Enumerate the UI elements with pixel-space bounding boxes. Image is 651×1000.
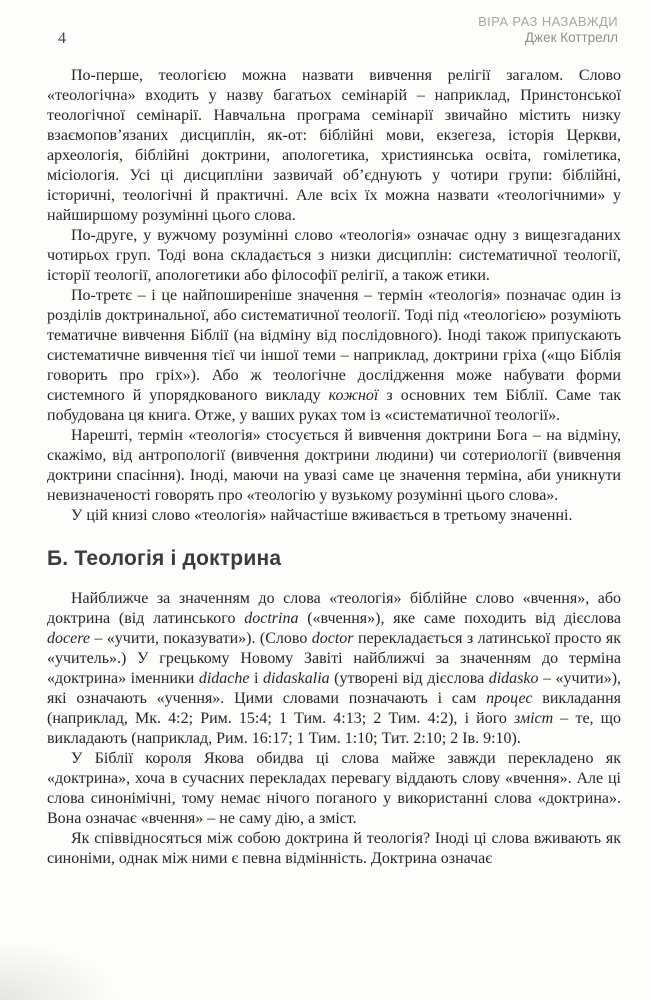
paragraph: Нарешті, термін «теологія» стосується й вивчення доктрини Бога – на відміну, скажімо, від антропології (вивчення доктрини людини) чи сотериології (вивчення доктрини спасіння). Іноді, маючи на увазі саме це значення терміна, аби уникнути невизначеності говорять про «теологію у вузькому розумінні цього слова». <box>47 427 621 504</box>
running-head-author: Джек Коттрелл <box>524 30 618 45</box>
paragraph: По-друге, у вужчому розумінні слово «теологія» означає одну з вищезгаданих чотирьох груп. Тоді вона складається з низки дисциплін: систематичної теології, історії теології, апологетики або філософії релігії, а також етики. <box>47 227 621 284</box>
section-heading: Б. Теологія і доктрина <box>47 547 282 570</box>
paragraph: По-третє – і це найпоширеніше значення – термін «теологія» позначає один із розділів доктринальної, або систематичної теології. Тоді під «теологією» розуміють тематичне вивчення Біблії (на відміну від послідовного). Іноді також припускають систематичне вивчення тієї чи іншої теми – наприклад, доктрини гріха («що Біблія говорить про гріх»). Або ж теологічне дослідження може набувати форми системного й упорядкованого викладу кожної з основних тем Біблії. Саме так побудована ця книга. Отже, у ваших руках том із «систематичної теології». <box>47 287 622 424</box>
page-body <box>47 66 621 869</box>
paragraph: У цій книзі слово «теологія» найчастіше вживається в третьому значенні. <box>71 507 573 524</box>
running-head-book-title: ВІРА РАЗ НАЗАВЖДИ <box>478 14 618 29</box>
paragraph: У Біблії короля Якова обидва ці слова майже завжди перекладено як «доктрина», хоча в сучасних перекладах перевагу віддають слову «вчення». Але ці слова синонімічні, тому немає нічого поганого у використанні слова «доктрина». Вона означає «вчення» – не саму дію, а зміст. <box>47 750 621 827</box>
scan-shadow <box>0 940 120 1000</box>
running-head <box>478 14 618 45</box>
paragraph: По-перше, теологією можна назвати вивчення релігії загалом. Слово «теологічна» входить у назву багатьох семінарій – наприклад, Принстонської теологічної семінарії. Навчальна програма семінарії звичайно містить низку взаємопов’язаних дисциплін, як-от: біблійні мови, екзегеза, історія Церкви, археологія, біблійні доктрини, апологетика, християнська освіта, гомілетика, місіологія. Усі ці дисципліни зазвичай об’єднують у чотири групи: біблійні, історичні, теологічні й практичні. Але всіх їх можна назвати «теологічними» у найширшому розумінні цього слова. <box>47 67 621 224</box>
paragraph: Як співвідносяться між собою доктрина й теологія? Іноді ці слова вживають як синоніми, однак між ними є певна відмінність. Доктрина означає <box>47 830 621 867</box>
page-number: 4 <box>58 30 66 47</box>
paragraph: Найближче за значенням до слова «теологія» біблійне слово «вчення», або доктрина (від латинського doctrina («вчення»), яке саме походить від дієслова docere – «учити, показувати»). (Слово doctor перекладається з латинської просто як «учитель».) У грецькому Новому Завіті найближчі за значенням до терміна «доктрина» іменники didache і didaskalia (утворені від дієслова didasko – «учити»), які означають «учення». Цими словами позначають і сам процес викладання (наприклад, Мк. 4:2; Рим. 15:4; 1 Тим. 4:13; 2 Тим. 4:2), і його зміст – те, що викладають (наприклад, Рим. 16:17; 1 Тим. 1:10; Тит. 2:10; 2 Ів. 9:10). <box>47 590 622 747</box>
